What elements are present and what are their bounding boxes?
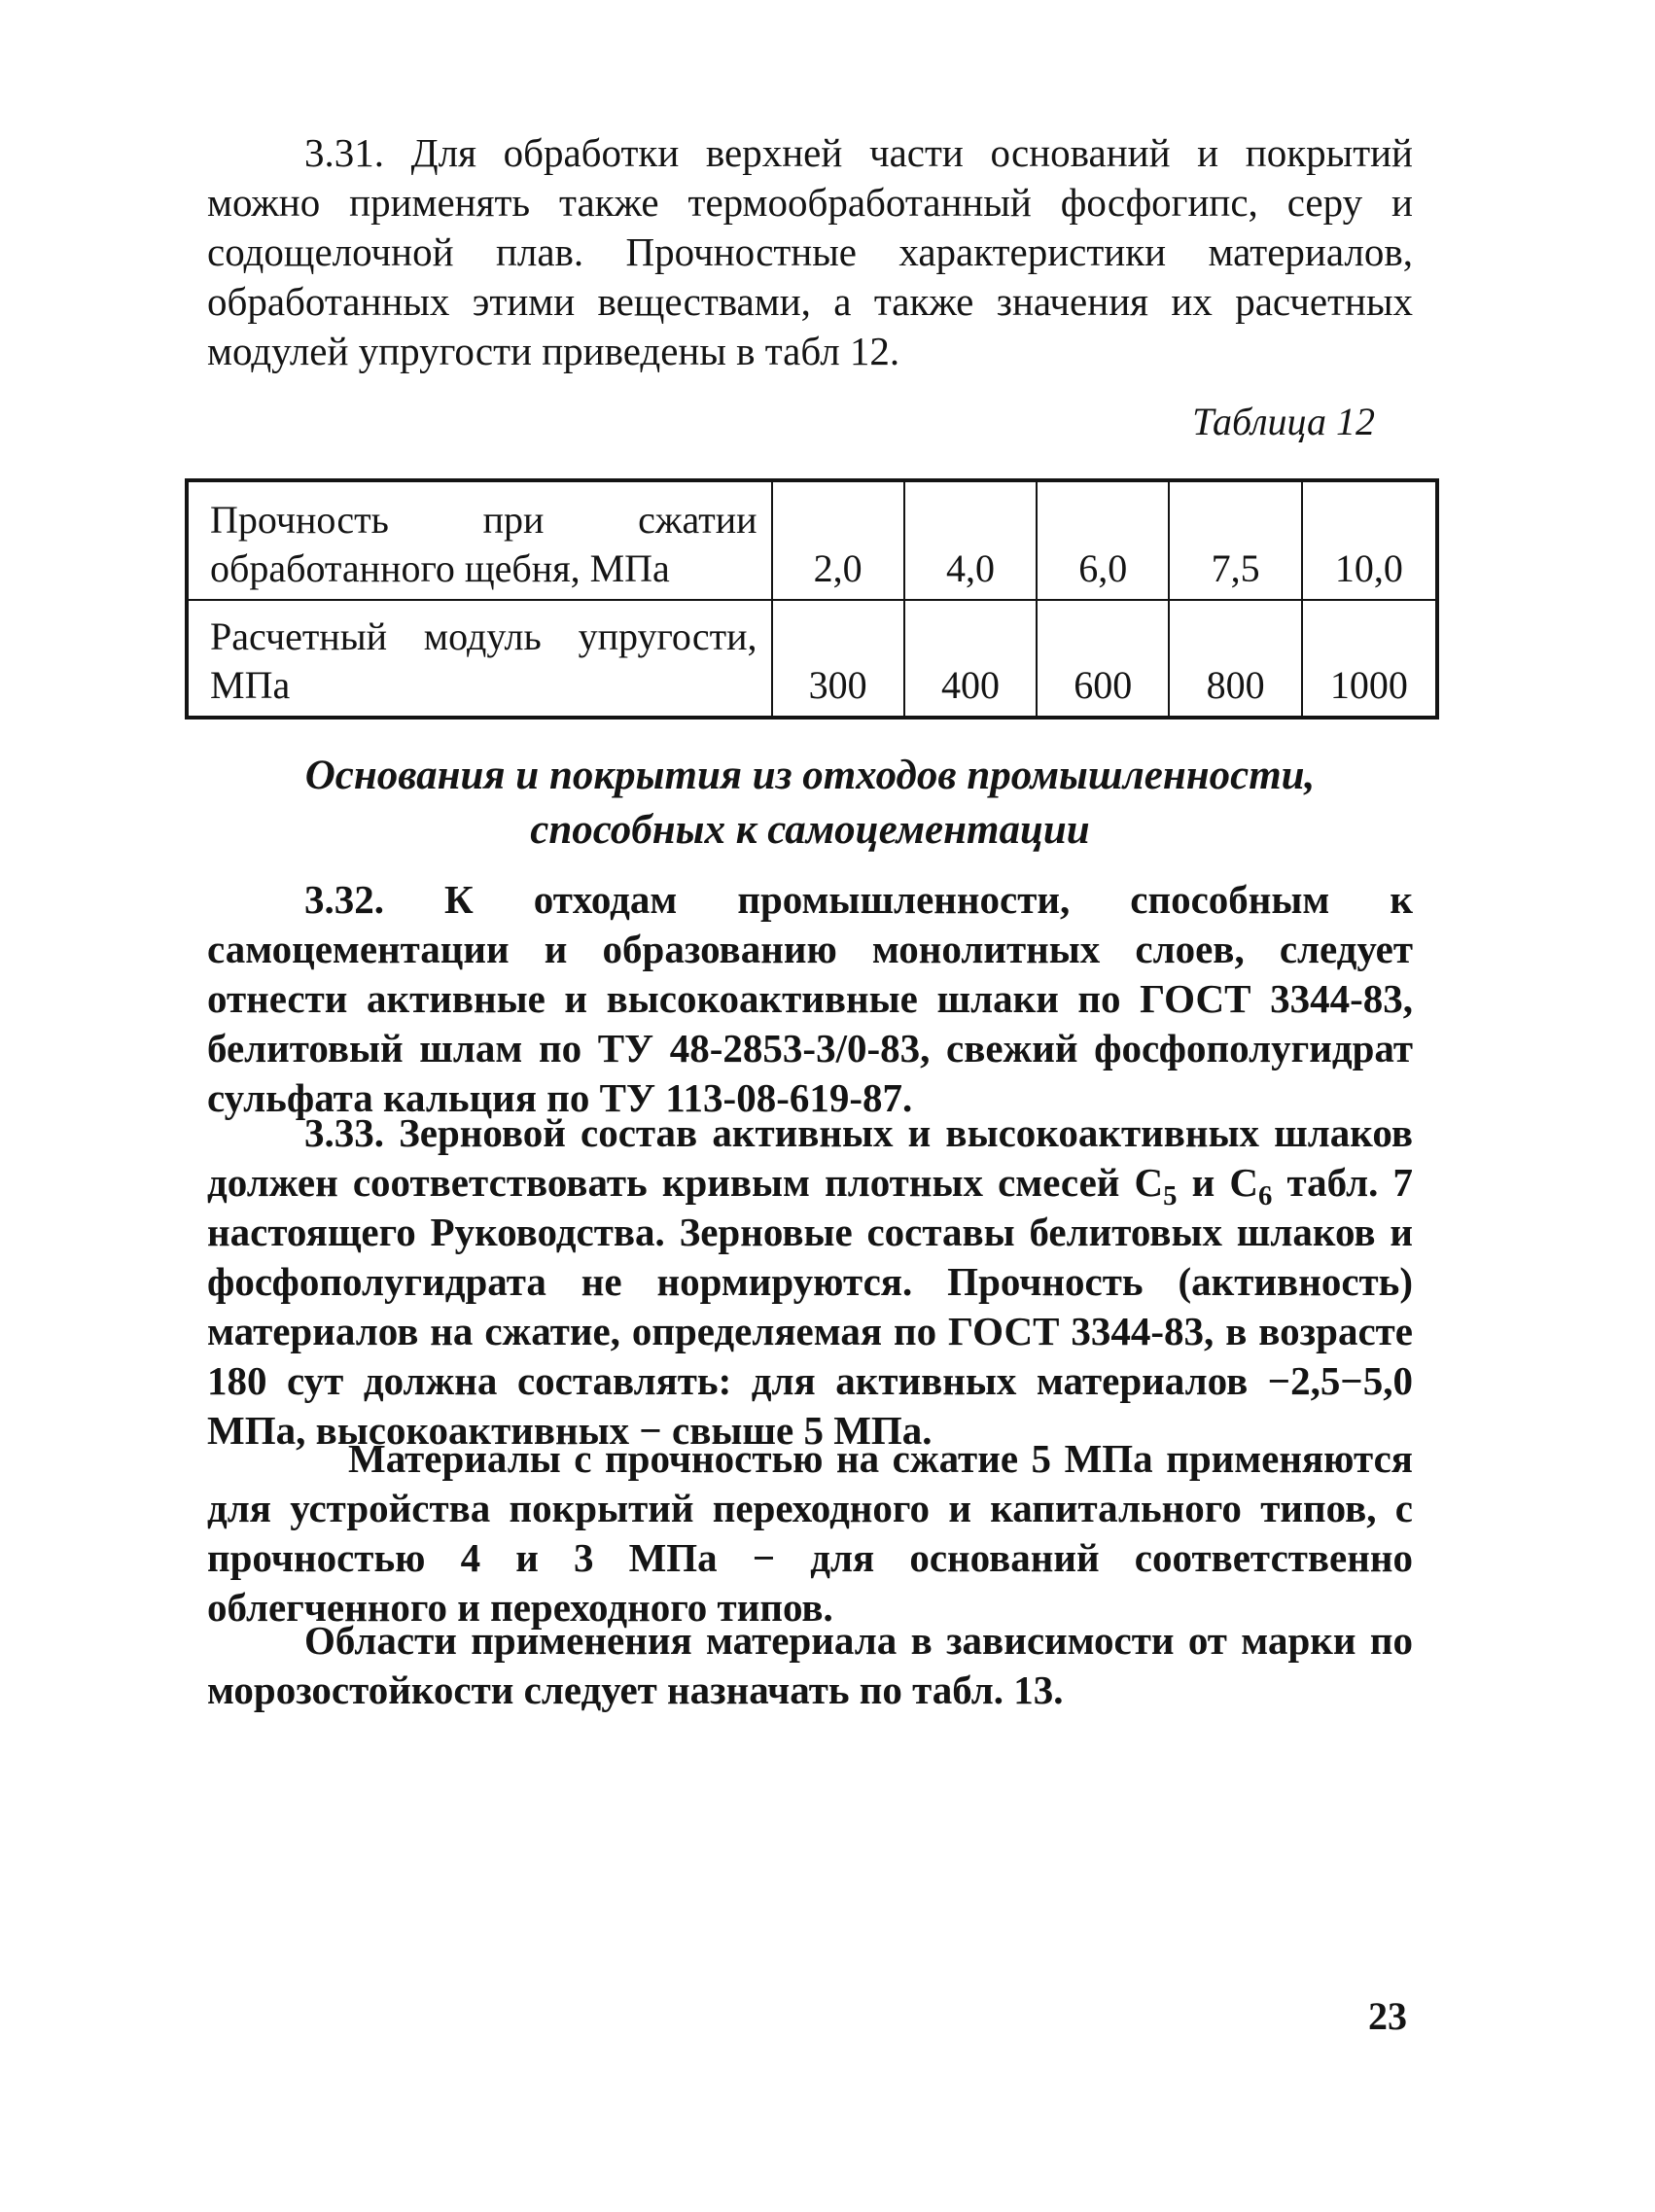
modulus-value: 800 [1169,600,1301,718]
strength-value: 7,5 [1169,480,1301,600]
paragraph-3-31: 3.31. Для обработки верхней части оснований и покрытий можно применять также термообработанный фосфогипс, серу и содощелочной плав. Прочностные характеристики материалов, обработанных этими веществами, а также значения их расчетных модулей упругости приведены в табл 12. [207,130,1413,373]
paragraph-materials: Материалы с прочностью на сжатие 5 МПа применяются для устройства покрытий переходного и капитального типов, с прочностью 4 и 3 МПа − для оснований соответственно облегченного и переходного типов. [207,1436,1413,1630]
subscript-6: 6 [1258,1180,1273,1212]
strength-modulus-table [185,478,1439,720]
table-row-strength [187,480,1437,600]
paragraph-3-33-end: табл. 7 настоящего Руководства. Зерновые составы белитовых шлаков и фосфополугидрата не нормируются. Прочность (активность) материалов на сжатие, определяемая по ГОСТ 3344-83, в возрасте 180 сут должна составлять: для активных материалов −2,5−5,0 МПа, высокоактивных − свыше 5 МПа. [207,1160,1413,1453]
modulus-value: 1000 [1302,600,1437,718]
modulus-value: 400 [904,600,1037,718]
modulus-value: 600 [1037,600,1169,718]
section-heading: Основания и покрытия из отходов промышленности, способных к самоцементации [304,753,1316,853]
row-label-strength: Прочность при сжатии обработанного щебня, МПа [187,480,772,600]
strength-value: 2,0 [772,480,904,600]
row-label-modulus: Расчетный модуль упругости, МПа [187,600,772,718]
page-number: 23 [1368,1994,1407,2038]
modulus-value: 300 [772,600,904,718]
table-caption: Таблица 12 [1192,400,1375,443]
strength-value: 4,0 [904,480,1037,600]
strength-value: 6,0 [1037,480,1169,600]
paragraph-application-areas: Области применения материала в зависимости от марки по морозостойкости следует назначать по табл. 13. [207,1618,1413,1712]
paragraph-3-33-start: 3.33. Зерновой состав активных и высокоактивных шлаков должен соответствовать кривым плотных смесей C [207,1110,1413,1205]
table-row-modulus [187,600,1437,718]
paragraph-3-33-mid: и C [1177,1160,1259,1205]
strength-value: 10,0 [1302,480,1437,600]
paragraph-3-33 [207,1108,1413,1456]
paragraph-3-32: 3.32. К отходам промышленности, способным к самоцементации и образованию монолитных слоев, следует отнести активные и высокоактивные шлаки по ГОСТ 3344-83, белитовый шлам по ТУ 48-2853-3/0-83, свежий фосфополугидрат сульфата кальция по ТУ 113-08-619-87. [207,877,1413,1120]
subscript-5: 5 [1163,1180,1178,1212]
